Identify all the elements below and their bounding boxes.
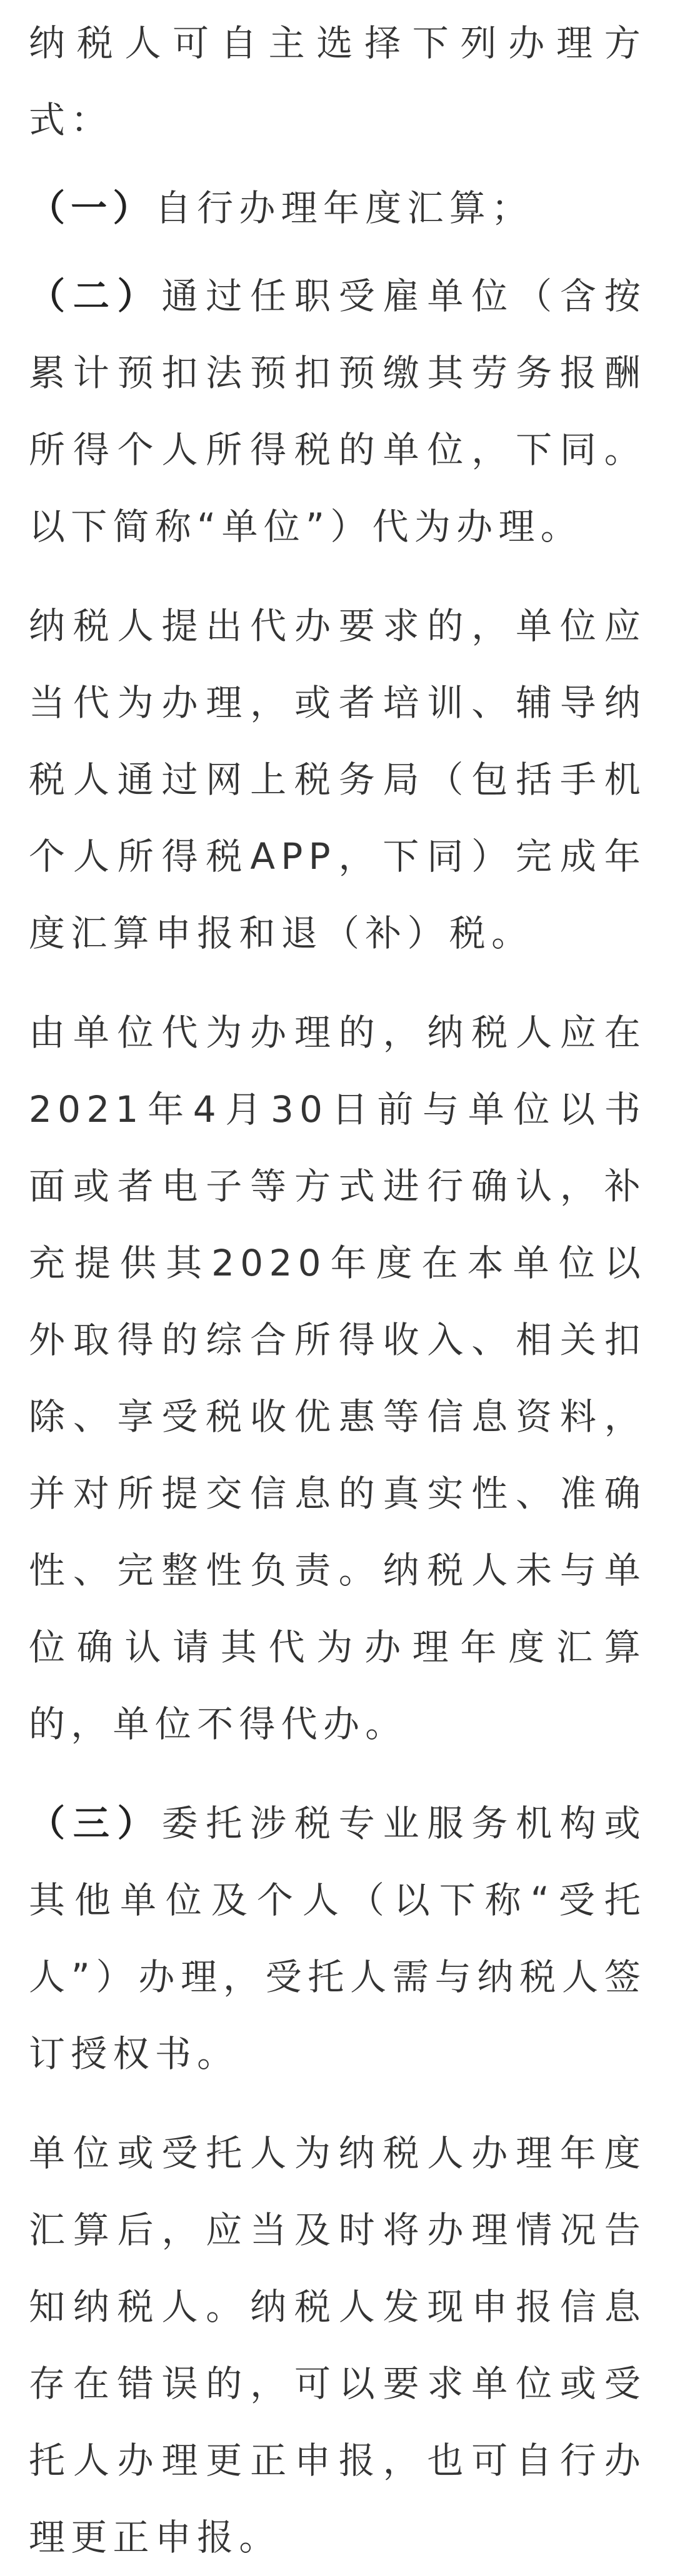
unit-confirmation-text: 由单位代为办理的，纳税人应在2021年4月30日前与单位以书面或者电子等方式进行确认，补充提供其2020年度在本单位以外取得的综合所得收入、相关扣除、享受税收优惠等信息资料，并对所提交信息的真实性、准确性、完整性负责。纳税人未与单位确认请其代为办理年度汇算的，单位不得代办。 [29, 1011, 646, 1745]
agent-request-paragraph [29, 588, 646, 972]
intro-paragraph [29, 5, 646, 159]
correction-paragraph [29, 2115, 646, 2576]
intro-text: 纳税人可自主选择下列办理方式： [29, 22, 646, 141]
option-two-text: 通过任职受雇单位（含按累计预扣法预扣预缴其劳务报酬所得个人所得税的单位，下同。以下简称“单位”）代为办理。 [29, 275, 646, 548]
option-two-number: （二） [29, 275, 162, 317]
option-two-paragraph [29, 258, 646, 565]
unit-confirmation-paragraph [29, 994, 646, 1763]
agent-request-text: 纳税人提出代办要求的，单位应当代为办理，或者培训、辅导纳税人通过网上税务局（包括手机个人所得税APP，下同）完成年度汇算申报和退（补）税。 [29, 605, 646, 954]
option-three-text: 委托涉税专业服务机构或其他单位及个人（以下称“受托人”）办理，受托人需与纳税人签订授权书。 [29, 1802, 646, 2075]
option-one-text: 自行办理年度汇算； [154, 187, 534, 229]
option-one-number: （一） [29, 187, 155, 229]
option-three-number: （三） [29, 1802, 162, 1845]
correction-text: 单位或受托人为纳税人办理年度汇算后，应当及时将办理情况告知纳税人。纳税人发现申报信息存在错误的，可以要求单位或受托人办理更正申报，也可自行办理更正申报。 [29, 2132, 646, 2559]
option-three-paragraph [29, 1785, 646, 2093]
option-one-paragraph [29, 170, 646, 247]
